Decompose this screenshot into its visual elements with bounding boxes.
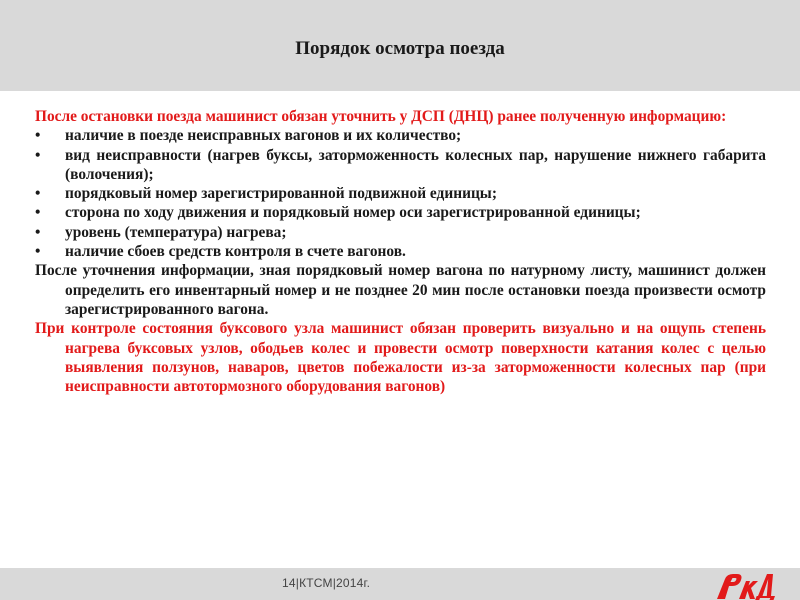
slide-title: Порядок осмотра поезда: [295, 38, 505, 59]
bullet-item: [35, 146, 766, 185]
bullet-dot-icon: •: [35, 204, 41, 222]
footer-text: 14|КТСМ|2014г.: [282, 576, 371, 590]
footer-band: [0, 568, 800, 600]
bullet-text: порядковый номер зарегистрированной подвижной единицы;: [65, 185, 497, 203]
bullet-dot-icon: •: [35, 146, 41, 164]
procedure-paragraph: После уточнения информации, зная порядковый номер вагона по натурному листу, машинист должен определить его инвентарный номер и не позднее 20 мин после остановки поезда произвести осмотр зарегистрированного вагона.: [35, 262, 766, 318]
title-band: [0, 0, 800, 91]
rzd-logo-icon: [715, 570, 777, 600]
bullet-text: сторона по ходу движения и порядковый номер оси зарегистрированной единицы;: [65, 204, 641, 222]
intro-paragraph: После остановки поезда машинист обязан уточнить у ДСП (ДНЦ) ранее полученную информацию:: [35, 108, 727, 125]
bullet-text: наличие в поезде неисправных вагонов и их количество;: [65, 127, 462, 145]
bullet-item: [35, 242, 766, 261]
bullet-item: [35, 223, 766, 242]
bullet-dot-icon: •: [35, 243, 41, 261]
bullet-dot-icon: •: [35, 185, 41, 203]
bullet-text: наличие сбоев средств контроля в счете вагонов.: [65, 243, 406, 261]
bullet-dot-icon: •: [35, 223, 41, 241]
bullet-item: [35, 203, 766, 222]
bullet-list: [35, 126, 766, 261]
bullet-item: [35, 126, 766, 145]
slide-body: [35, 107, 766, 396]
bullet-item: [35, 184, 766, 203]
bullet-dot-icon: •: [35, 127, 41, 145]
inspection-paragraph: При контроле состояния буксового узла машинист обязан проверить визуально и на ощупь степень нагрева буксовых узлов, ободьев колес и провести осмотр поверхности катания колес с целью выявления ползунов, наваров, цветов побежалости из-за заторможенности колесных пар (при неисправности автотормозного оборудования вагонов): [35, 320, 766, 396]
bullet-text: вид неисправности (нагрев буксы, заторможенность колесных пар, нарушение нижнего габарита (волочения);: [65, 146, 766, 183]
bullet-text: уровень (температура) нагрева;: [65, 223, 287, 241]
